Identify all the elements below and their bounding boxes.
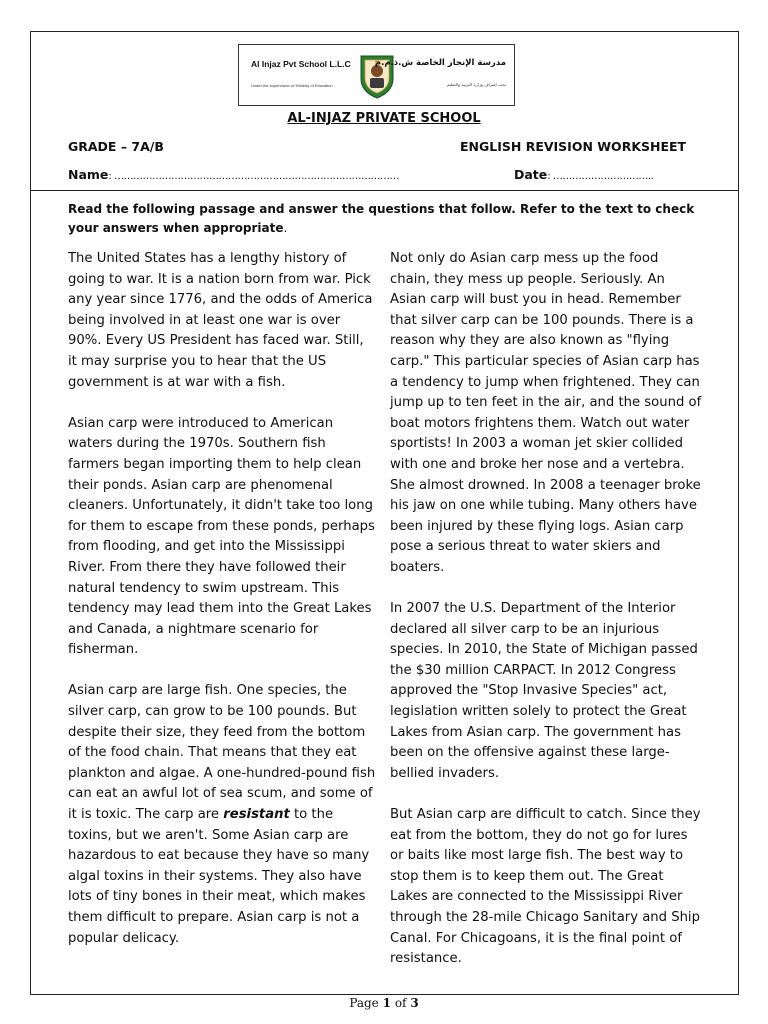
logo-supervision-ar: تحت إشراف وزارة التربية والتعليم xyxy=(446,82,506,87)
date-field[interactable] xyxy=(514,167,653,182)
school-logo-banner xyxy=(238,44,515,106)
logo-school-name-ar: مدرسة الإنجاز الخاصة ش.ذ.م.م xyxy=(374,58,506,68)
date-blank: : ………………………….. xyxy=(547,171,654,182)
instructions: Read the following passage and answer the questions that follow. Refer to the text to check your answers when appropriate. xyxy=(68,202,695,235)
header-divider xyxy=(30,190,739,191)
passage-paragraph: In 2007 the U.S. Department of the Interior declared all silver carp to be an injurious species. In 2010, the State of Michigan passed the $30 million CARPACT. In 2012 Congress approved the "Stop Invasive Species" act, legislation written solely to protect the Great Lakes from Asian carp. The government has been on the offensive against these large-bellied invaders. xyxy=(390,601,698,781)
passage-paragraph: Asian carp are large fish. One species, the silver carp, can grow to be 100 pounds. But despite their size, they feed from the bottom of the food chain. That means that they eat plankton and algae. A one-hundred-pound fish can eat an awful lot of sea scum, and some of it is toxic. The carp are resistant to the toxins, but we aren't. Some Asian carp are hazardous to eat because they have so many algal toxins in their systems. They also have lots of tiny bones in their meat, which makes them difficult to prepare. Asian carp is not a popular delicacy. xyxy=(68,683,376,946)
worksheet-title: ENGLISH REVISION WORKSHEET xyxy=(460,139,687,154)
logo-supervision-en: Under the supervision of Ministry of Education xyxy=(251,83,333,88)
date-label: Date xyxy=(514,167,548,182)
logo-school-name-en: Al Injaz Pvt School L.L.C xyxy=(251,59,351,69)
passage-right-column xyxy=(390,249,702,990)
passage-paragraph: Asian carp were introduced to American waters during the 1970s. Southern fish farmers began importing them to help clean their ponds. Asian carp are phenomenal cleaners. Unfortunately, it didn't take too long for them to escape from these ponds, perhaps from flooding, and get into the Mississippi River. From there they have followed their natural tendency to swim upstream. This tendency may lead them into the Great Lakes and Canada, a nightmare scenario for fisherman. xyxy=(68,415,375,658)
name-blank: : ……………………………………………………………………………… xyxy=(108,171,399,182)
emphasized-word: resistant xyxy=(223,807,290,823)
grade-label: GRADE – 7A/B xyxy=(68,139,164,154)
passage-left-column xyxy=(68,249,376,970)
passage-paragraph: But Asian carp are difficult to catch. Since they eat from the bottom, they do not go for lures or baits like most large fish. The best way to stop them is to keep them out. The Great Lakes are connected to the Mississippi River through the 28-mile Chicago Sanitary and Ship Canal. For Chicagoans, it is the final point of resistance. xyxy=(390,807,701,967)
page-number: Page 1 of 3 xyxy=(349,996,419,1010)
name-field[interactable] xyxy=(68,167,399,182)
name-label: Name xyxy=(68,167,109,182)
passage-paragraph: The United States has a lengthy history of going to war. It is a nation born from war. Pick any year since 1776, and the odds of America being involved in at least one war is over 90%. Every US President has faced war. Still, it may surprise you to hear that the US government is at war with a fish. xyxy=(68,251,373,390)
school-title: AL-INJAZ PRIVATE SCHOOL xyxy=(287,111,481,126)
passage-paragraph: Not only do Asian carp mess up the food chain, they mess up people. Seriously. An Asian carp will bust you in head. Remember that silver carp can be 100 pounds. There is a reason why they are also known as "flying carp." This particular species of Asian carp has a tendency to jump when frightened. They can jump up to ten feet in the air, and the sound of boat motors frightens them. Watch out water sportists! In 2003 a woman jet skier collided with one and broke her nose and a vertebra. She almost drowned. In 2008 a teenager broke his jaw on one while tubing. Many others have been injured by these flying logs. Asian carp pose a serious threat to water skiers and boaters. xyxy=(390,251,702,575)
